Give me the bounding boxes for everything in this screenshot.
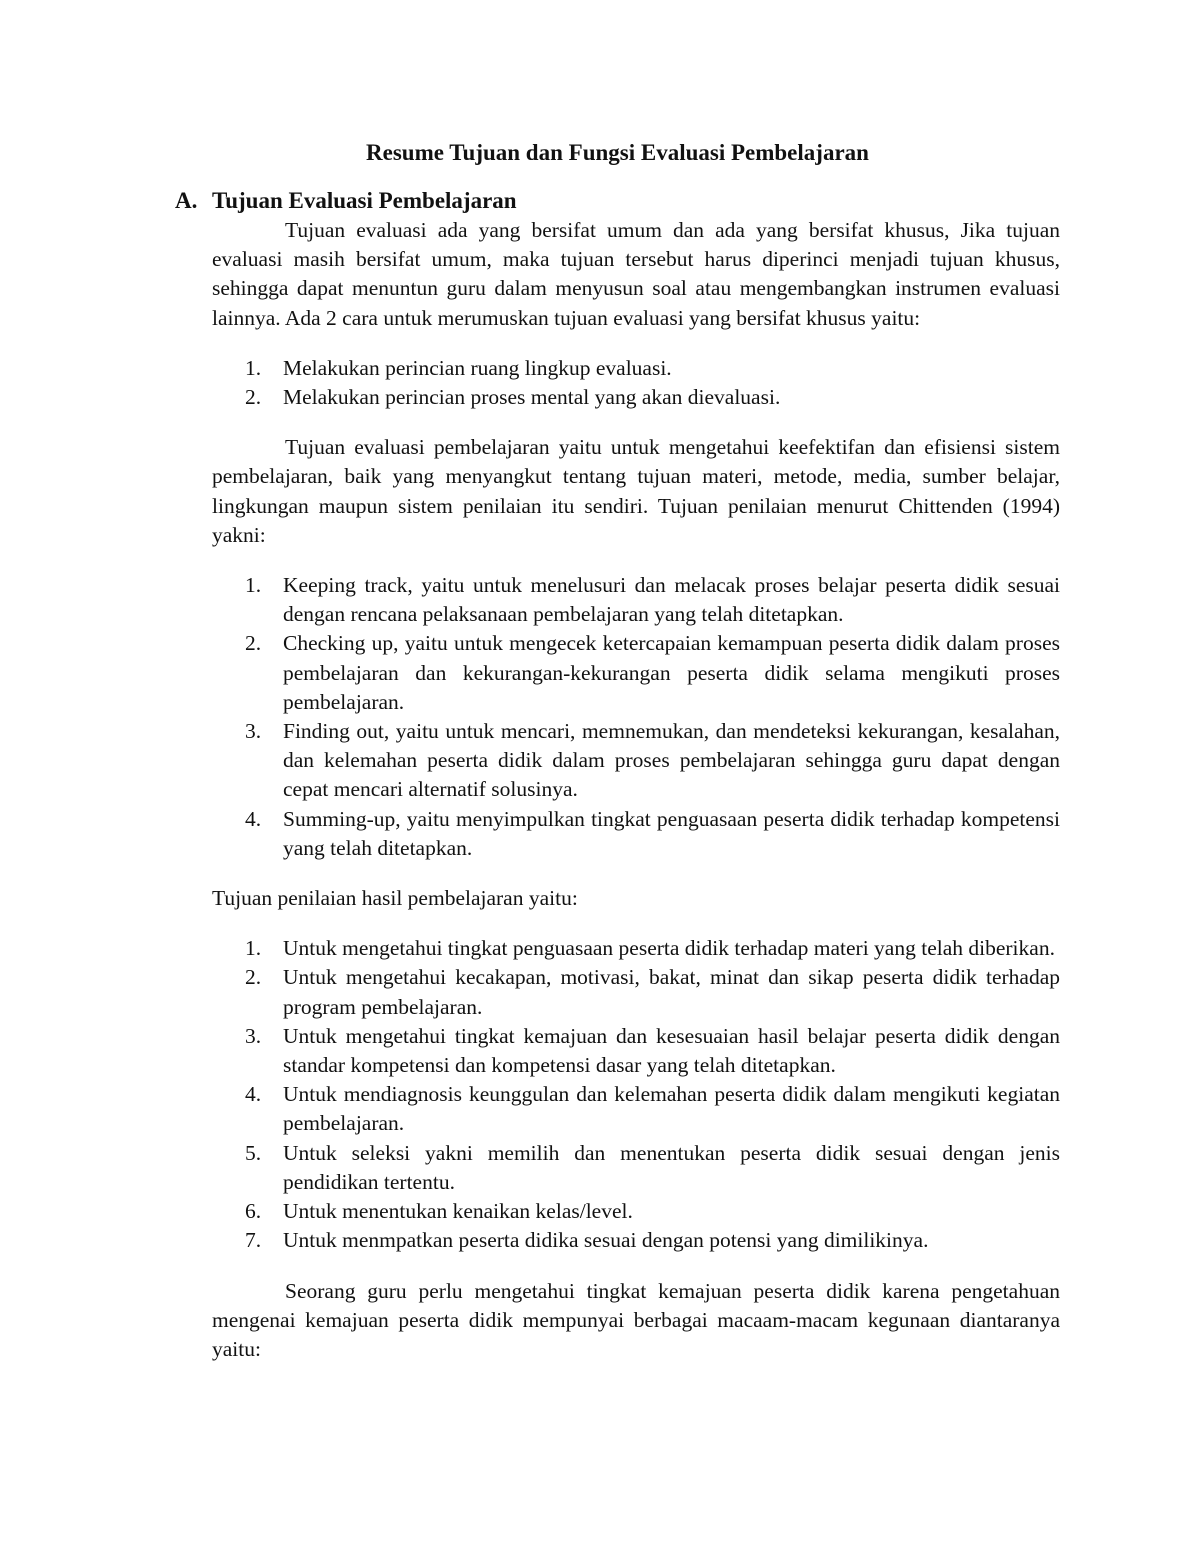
list-number: 6. (245, 1199, 262, 1224)
section-letter: A. (175, 188, 198, 213)
list-text: Untuk mengetahui kecakapan, motivasi, bakat, minat dan sikap peserta didik terhadap program pembelajaran. (283, 965, 1060, 1019)
document-title: Resume Tujuan dan Fungsi Evaluasi Pembelajaran (366, 140, 869, 165)
list-number: 3. (245, 719, 262, 744)
list-text: Melakukan perincian proses mental yang akan dievaluasi. (283, 385, 781, 410)
list-item (212, 1197, 1060, 1226)
list-text: Untuk menmpatkan peserta didika sesuai dengan potensi yang dimilikinya. (283, 1228, 929, 1253)
list-text: Untuk menentukan kenaikan kelas/level. (283, 1199, 633, 1224)
list-number: 7. (245, 1228, 262, 1253)
list-number: 1. (245, 355, 262, 380)
list-item (212, 717, 1060, 805)
list-item (212, 1022, 1060, 1080)
list-number: 1. (245, 936, 262, 961)
list-item (212, 963, 1060, 1021)
list-text: Untuk mengetahui tingkat kemajuan dan kesesuaian hasil belajar peserta didik dengan standar kompetensi dan kompetensi dasar yang telah ditetapkan. (283, 1023, 1060, 1078)
list-text: Keeping track, yaitu untuk menelusuri dan melacak proses belajar peserta didik sesuai dengan rencana pelaksanaan pembelajaran yang telah ditetapkan. (283, 573, 1060, 627)
list-text: Untuk seleksi yakni memilih dan menentukan peserta didik sesuai dengan jenis pendidikan tertentu. (283, 1140, 1060, 1194)
list-text: Summing-up, yaitu menyimpulkan tingkat penguasaan peserta didik terhadap kompetensi yang telah ditetapkan. (283, 806, 1060, 860)
list-item (212, 383, 1060, 412)
list-number: 1. (245, 573, 262, 598)
list-tujuan-penilaian-hasil (212, 934, 1060, 1255)
list-item (212, 571, 1060, 629)
list-cara-merumuskan (212, 354, 1060, 412)
list-number: 2. (245, 385, 262, 410)
list-text: Untuk mengetahui tingkat penguasaan peserta didik terhadap materi yang telah diberikan. (283, 936, 1055, 961)
list-number: 4. (245, 806, 262, 831)
list-number: 3. (245, 1023, 262, 1048)
list-item (212, 805, 1060, 863)
paragraph-4: Seorang guru perlu mengetahui tingkat kemajuan peserta didik karena pengetahuan mengenai kemajuan peserta didik mempunyai berbagai macaam-macam kegunaan diantaranya yaitu: (212, 1278, 1060, 1361)
list-number: 4. (245, 1082, 262, 1107)
list-item (212, 1226, 1060, 1255)
list-number: 2. (245, 631, 262, 656)
list-item (212, 1080, 1060, 1138)
list-text: Untuk mendiagnosis keunggulan dan kelemahan peserta didik dalam mengikuti kegiatan pembelajaran. (283, 1082, 1060, 1136)
list-text: Melakukan perincian ruang lingkup evaluasi. (283, 355, 672, 380)
section-heading (175, 186, 1060, 216)
document-body (175, 138, 1060, 1364)
section-a-content (212, 216, 1060, 1364)
list-number: 2. (245, 965, 262, 990)
list-item (212, 354, 1060, 383)
paragraph-1: Tujuan evaluasi ada yang bersifat umum dan ada yang bersifat khusus, Jika tujuan evaluasi masih bersifat umum, maka tujuan tersebut harus diperinci menjadi tujuan khusus, sehingga dapat menuntun guru dalam menyusun soal atau mengembangkan instrumen evaluasi lainnya. Ada 2 cara untuk merumuskan tujuan evaluasi yang bersifat khusus yaitu: (212, 218, 1060, 330)
list-text: Finding out, yaitu untuk mencari, memnemukan, dan mendeteksi kekurangan, kesalahan, dan kelemahan peserta didik dalam proses pembelajaran sehingga guru dapat dengan cepat mencari alternatif solusinya. (283, 719, 1060, 802)
list-text: Checking up, yaitu untuk mengecek ketercapaian kemampuan peserta didik dalam proses pembelajaran dan kekurangan-kekurangan peserta didik selama mengikuti proses pembelajaran. (283, 631, 1060, 714)
section-title: Tujuan Evaluasi Pembelajaran (212, 188, 517, 213)
list-item (212, 629, 1060, 717)
list-number: 5. (245, 1140, 262, 1165)
paragraph-3: Tujuan penilaian hasil pembelajaran yaitu: (212, 886, 578, 911)
list-item (212, 934, 1060, 963)
paragraph-2: Tujuan evaluasi pembelajaran yaitu untuk mengetahui keefektifan dan efisiensi sistem pembelajaran, baik yang menyangkut tentang tujuan materi, metode, media, sumber belajar, lingkungan maupun sistem penilaian itu sendiri. Tujuan penilaian menurut Chittenden (1994) yakni: (212, 435, 1060, 547)
list-tujuan-chittenden (212, 571, 1060, 863)
list-item (212, 1139, 1060, 1197)
